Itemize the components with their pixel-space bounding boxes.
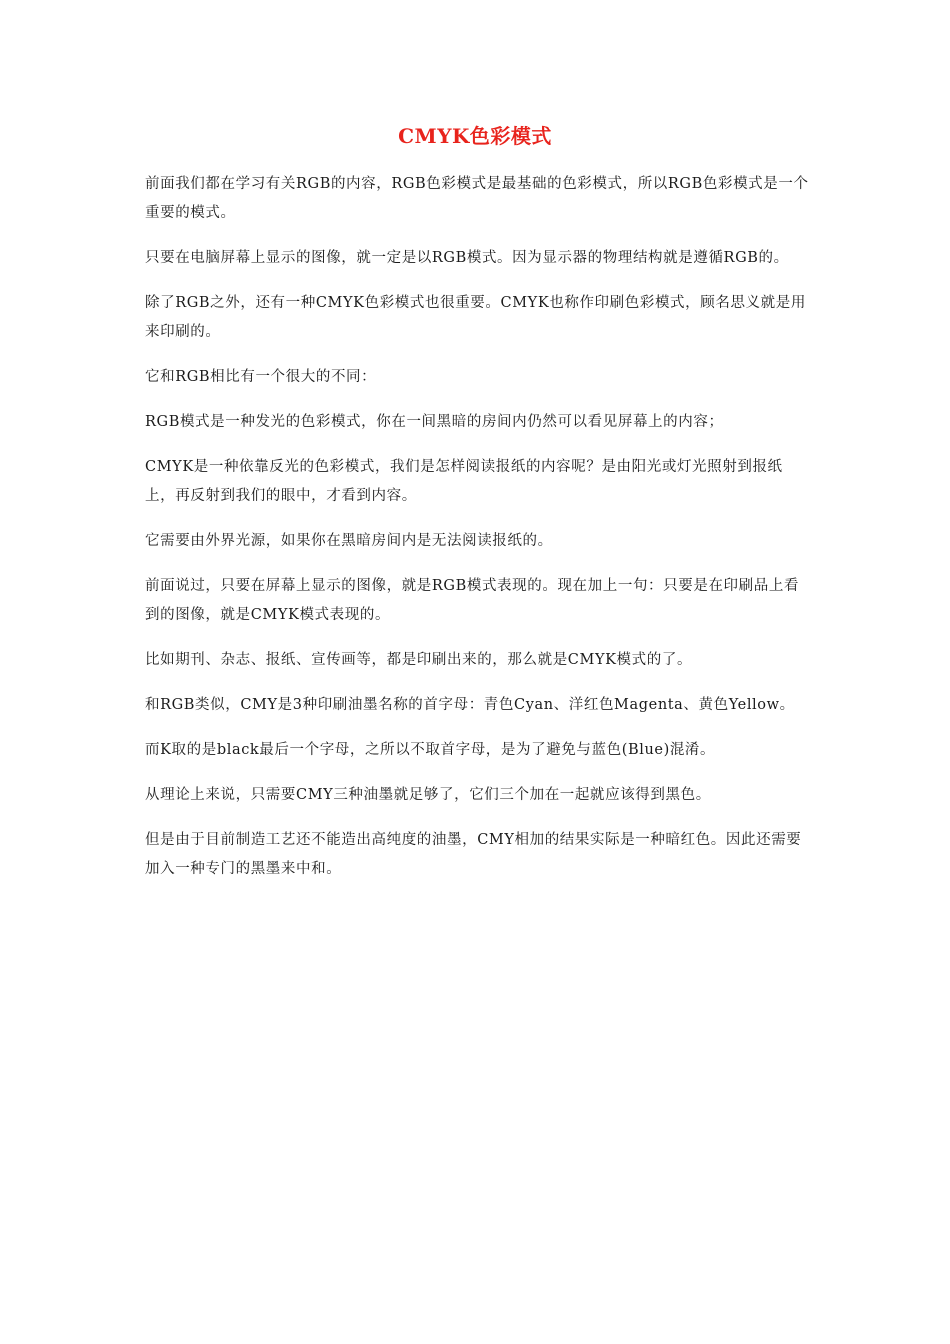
- paragraph-10: 和RGB类似，CMY是3种印刷油墨名称的首字母：青色Cyan、洋红色Magenta、黄色Yellow。: [145, 697, 795, 713]
- document-title: CMYK色彩模式: [398, 124, 552, 148]
- paragraph-5: RGB模式是一种发光的色彩模式，你在一间黑暗的房间内仍然可以看见屏幕上的内容；: [145, 414, 724, 430]
- paragraph-7: 它需要由外界光源，如果你在黑暗房间内是无法阅读报纸的。: [145, 533, 553, 549]
- paragraph-12: 从理论上来说，只需要CMY三种油墨就足够了，它们三个加在一起就应该得到黑色。: [145, 787, 711, 803]
- paragraph-1: 前面我们都在学习有关RGB的内容，RGB色彩模式是最基础的色彩模式，所以RGB色彩模式是一个重要的模式。: [145, 176, 809, 221]
- paragraph-4: 它和RGB相比有一个很大的不同：: [145, 369, 377, 385]
- document-body: [145, 170, 810, 900]
- paragraph-9: 比如期刊、杂志、报纸、宣传画等，都是印刷出来的，那么就是CMYK模式的了。: [145, 652, 693, 668]
- paragraph-11: 而K取的是black最后一个字母，之所以不取首字母，是为了避免与蓝色(Blue)混淆。: [145, 742, 716, 758]
- paragraph-3: 除了RGB之外，还有一种CMYK色彩模式也很重要。CMYK也称作印刷色彩模式，顾名思义就是用来印刷的。: [145, 295, 806, 340]
- paragraph-6: CMYK是一种依靠反光的色彩模式，我们是怎样阅读报纸的内容呢？是由阳光或灯光照射到报纸上，再反射到我们的眼中，才看到内容。: [145, 459, 783, 504]
- paragraph-13: 但是由于目前制造工艺还不能造出高纯度的油墨，CMY相加的结果实际是一种暗红色。因此还需要加入一种专门的黑墨来中和。: [145, 832, 802, 877]
- paragraph-2: 只要在电脑屏幕上显示的图像，就一定是以RGB模式。因为显示器的物理结构就是遵循RGB的。: [145, 250, 789, 266]
- paragraph-8: 前面说过，只要在屏幕上显示的图像，就是RGB模式表现的。现在加上一句：只要是在印刷品上看到的图像，就是CMYK模式表现的。: [145, 578, 800, 623]
